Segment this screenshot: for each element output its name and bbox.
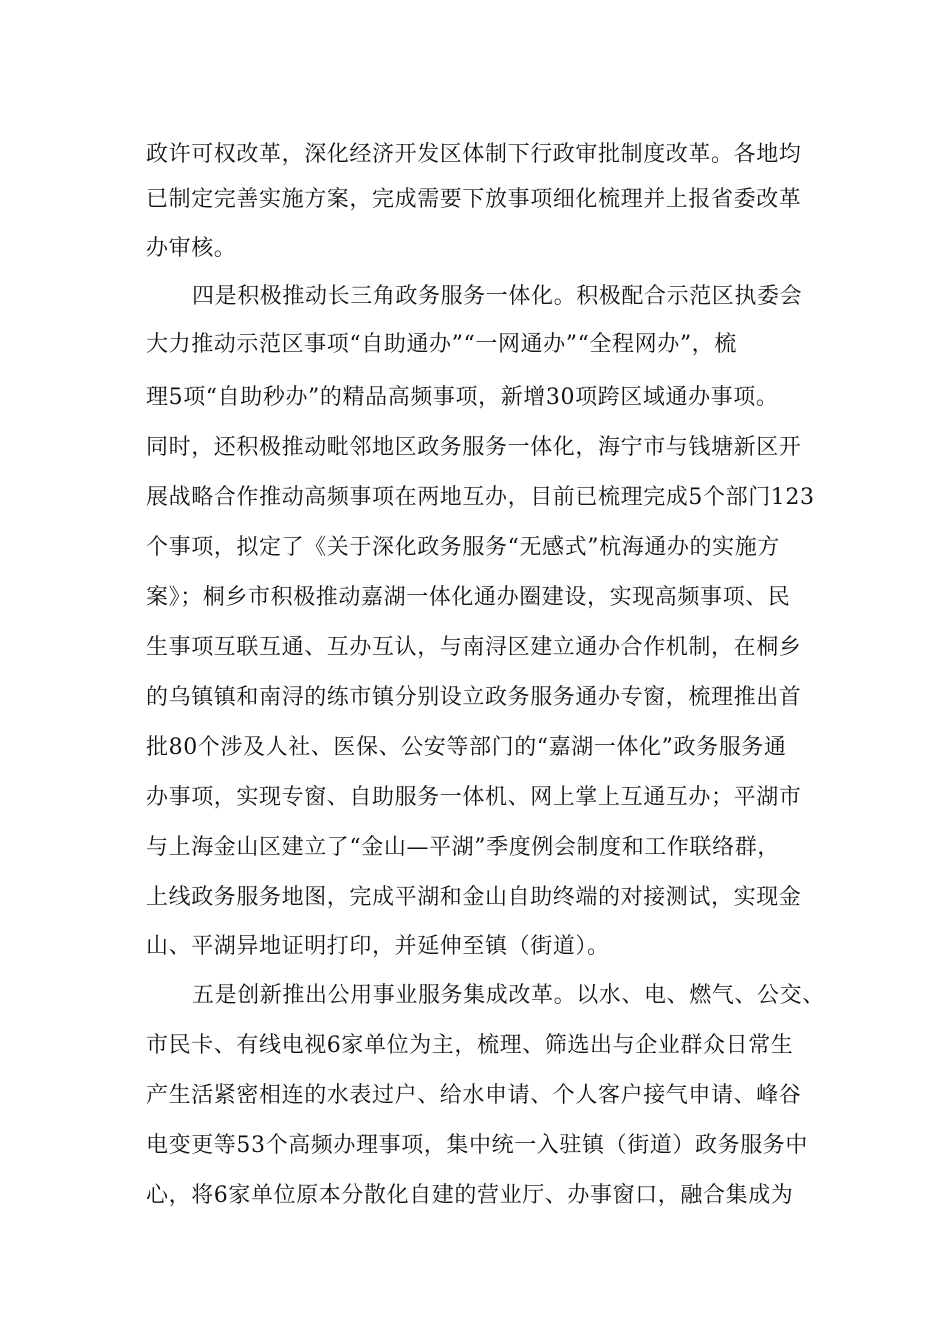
text-line: 山、平湖异地证明打印，并延伸至镇（街道）。 xyxy=(146,934,610,959)
text-line: 电变更等53个高频办理事项，集中统一入驻镇（街道）政务服务中 xyxy=(146,1133,808,1158)
text-line: 生事项互联互通、互办互认，与南浔区建立通办合作机制，在桐乡 xyxy=(146,635,802,660)
text-line: 已制定完善实施方案，完成需要下放事项细化梳理并上报省委改革 xyxy=(146,187,802,212)
text-line: 办审核。 xyxy=(146,236,237,261)
text-line: 与上海金山区建立了“金山—平湖”季度例会制度和工作联络群， xyxy=(146,835,780,860)
text-line: 案》；桐乡市积极推动嘉湖一体化通办圈建设，实现高频事项、民 xyxy=(146,585,791,610)
text-line: 个事项，拟定了《关于深化政务服务“无感式”杭海通办的实施方 xyxy=(146,535,780,560)
text-line: 办事项，实现专窗、自助服务一体机、网上掌上互通互办；平湖市 xyxy=(146,785,802,810)
text-line: 上线政务服务地图，完成平湖和金山自助终端的对接测试，实现金 xyxy=(146,885,802,910)
text-line: 大力推动示范区事项“自助通办”“一网通办”“全程网办”，梳 xyxy=(146,332,737,357)
text-line: 政许可权改革，深化经济开发区体制下行政审批制度改革。各地均 xyxy=(146,142,802,167)
text-line: 的乌镇镇和南浔的练市镇分别设立政务服务通办专窗，梳理推出首 xyxy=(146,685,802,710)
text-line: 心，将6家单位原本分散化自建的营业厅、办事窗口，融合集成为 xyxy=(146,1183,794,1208)
text-line: 产生活紧密相连的水表过户、给水申请、个人客户接气申请、峰谷 xyxy=(146,1083,802,1108)
text-line: 理5项“自助秒办”的精品高频事项，新增30项跨区域通办事项。 xyxy=(146,385,779,410)
text-line: 同时，还积极推动毗邻地区政务服务一体化，海宁市与钱塘新区开 xyxy=(146,435,802,460)
text-line: 批80个涉及人社、医保、公安等部门的“嘉湖一体化”政务服务通 xyxy=(146,735,787,760)
text-line: 展战略合作推动高频事项在两地互办，目前已梳理完成5个部门123 xyxy=(146,485,815,510)
paragraph-start-line: 五是创新推出公用事业服务集成改革。以水、电、燃气、公交、 xyxy=(192,983,825,1008)
text-line: 市民卡、有线电视6家单位为主，梳理、筛选出与企业群众日常生 xyxy=(146,1033,794,1058)
paragraph-start-line: 四是积极推动长三角政务服务一体化。积极配合示范区执委会 xyxy=(192,284,803,309)
